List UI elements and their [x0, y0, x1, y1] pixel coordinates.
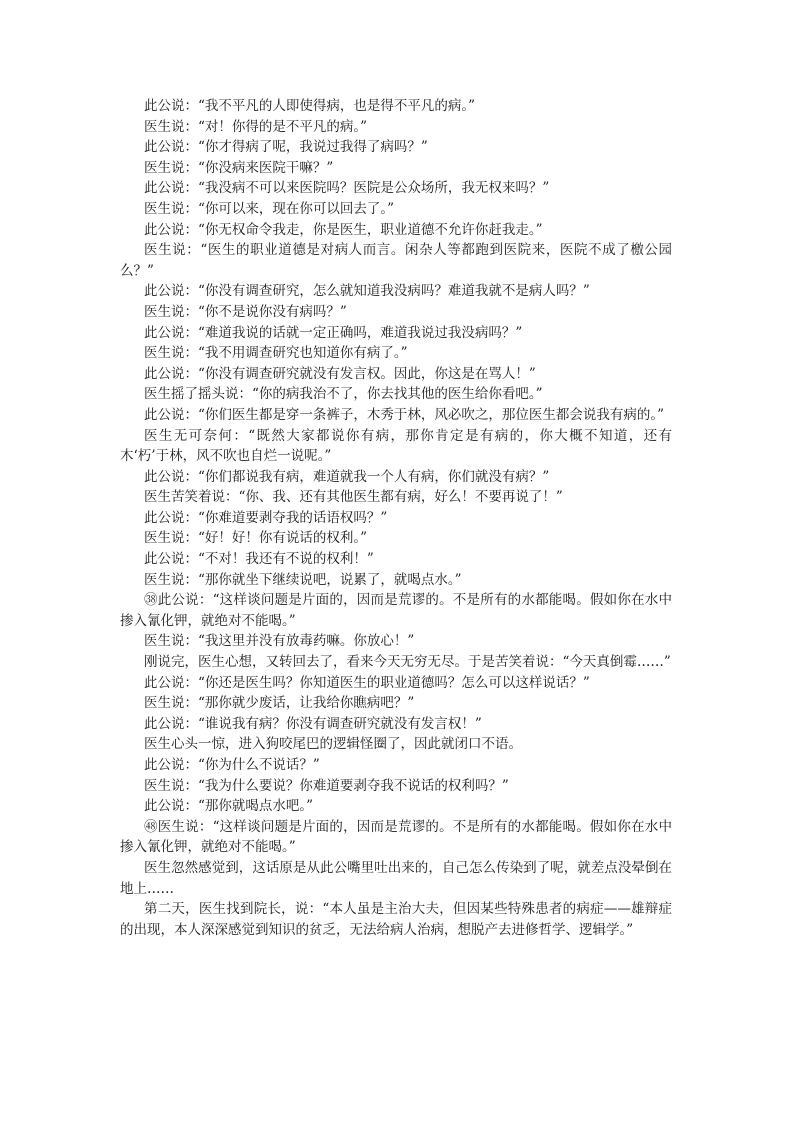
paragraph: 此公说：“谁说我有病？你没有调查研究就没有发言权！”	[144, 715, 482, 732]
paragraph: 此公说：“不对！我还有不说的权利！”	[144, 551, 374, 568]
paragraph: 医生说：“你没病来医院干嘛？”	[144, 159, 334, 176]
paragraph: 医生说：“好！好！你有说话的权利。”	[144, 530, 368, 547]
paragraph: 此公说：“你还是医生吗？你知道医生的职业道德吗？怎么可以这样说话？”	[144, 674, 590, 691]
paragraph: 此公说：“那你就喝点水吧。”	[144, 798, 314, 815]
paragraph: 此公说：“你才得病了呢，我说过我得了病吗？”	[144, 139, 428, 156]
paragraph: 此公说：“你们医生都是穿一条裤子，木秀于林，风必吹之，那位医生都会说我有病的。”	[144, 406, 665, 423]
paragraph: 此公说：“你难道要剥夺我的话语权吗？”	[144, 509, 388, 526]
paragraph: 医生说：“我为什么要说？你难道要剥夺我不说话的权利吗？”	[144, 777, 509, 794]
paragraph: 医生说：“我这里并没有放毒药嘛。你放心！”	[144, 633, 415, 650]
paragraph: 此公说：“你们都说我有病，难道就我一个人有病，你们就没有病？”	[144, 468, 550, 485]
paragraph: 医生苦笑着说：“你、我、还有其他医生都有病，好么！不要再说了！”	[144, 489, 563, 506]
paragraph: 医生说：“我不用调查研究也知道你有病了。”	[144, 345, 408, 362]
paragraph: 此公说：“你没有调查研究就没有发言权。因此，你这是在骂人！”	[144, 365, 536, 382]
paragraph: 此公说：“难道我说的话就一定正确吗，难道我说过我没病吗？”	[144, 324, 523, 341]
paragraph: 医生心头一惊，进入狗咬尾巴的逻辑怪圈了，因此就闭口不语。	[144, 736, 522, 753]
paragraph: 此公说：“我不平凡的人即使得病，也是得不平凡的病。”	[144, 98, 476, 114]
paragraph: ㊽医生说：“这样谈问题是片面的，因而是荒谬的。不是所有的水都能喝。假如你在水中掺入氰化钾，就绝对不能喝。”	[120, 818, 672, 856]
document-body	[120, 96, 672, 940]
paragraph: 此公说：“你无权命令我走，你是医生，职业道德不允许你赶我走。”	[144, 221, 543, 238]
paragraph: 医生摇了摇头说：“你的病我治不了，你去找其他的医生给你看吧。”	[144, 386, 543, 403]
paragraph: 医生说：“你可以来，现在你可以回去了。”	[144, 200, 395, 217]
paragraph: 医生说：“那你就坐下继续说吧，说累了，就喝点水。”	[144, 571, 462, 588]
paragraph: 医生说：“对！你得的是不平凡的病。”	[144, 118, 368, 135]
paragraph: 此公说：“你没有调查研究，怎么就知道我没病吗？难道我就不是病人吗？”	[144, 283, 590, 300]
paragraph: 医生忽然感觉到，这话原是从此公嘴里吐出来的，自己怎么传染到了呢，就差点没晕倒在地上……	[120, 859, 672, 897]
paragraph: 医生说：“那你就少废话，让我给你瞧病吧？”	[144, 695, 415, 712]
paragraph: 此公说：“我没病不可以来医院吗？医院是公众场所，我无权来吗？”	[144, 180, 550, 197]
paragraph: 刚说完，医生心想，又转回去了，看来今天无穷无尽。于是苦笑着说：“今天真倒霉……”	[144, 654, 671, 671]
paragraph: ㊳此公说：“这样谈问题是片面的，因而是荒谬的。不是所有的水都能喝。假如你在水中掺入氰化钾，就绝对不能喝。”	[120, 592, 672, 629]
paragraph: 第二天，医生找到院长，说：“本人虽是主治大夫，但因某些特殊患者的病症——雄辩症的出现，本人深深感觉到知识的贫乏，无法给病人治病，想脱产去进修哲学、逻辑学。”	[120, 901, 672, 938]
paragraph: 医生无可奈何：“既然大家都说你有病，那你肯定是有病的，你大概不知道，还有木‘朽’于林，风不吹也自烂一说呢。”	[120, 427, 672, 465]
paragraph: 此公说：“你为什么不说话？”	[144, 757, 320, 773]
paragraph: 医生说：“你不是说你没有病吗？”	[144, 303, 347, 320]
paragraph: 医生说：“医生的职业道德是对病人而言。闲杂人等都跑到医院来，医院不成了檄公园么？”	[120, 242, 672, 279]
